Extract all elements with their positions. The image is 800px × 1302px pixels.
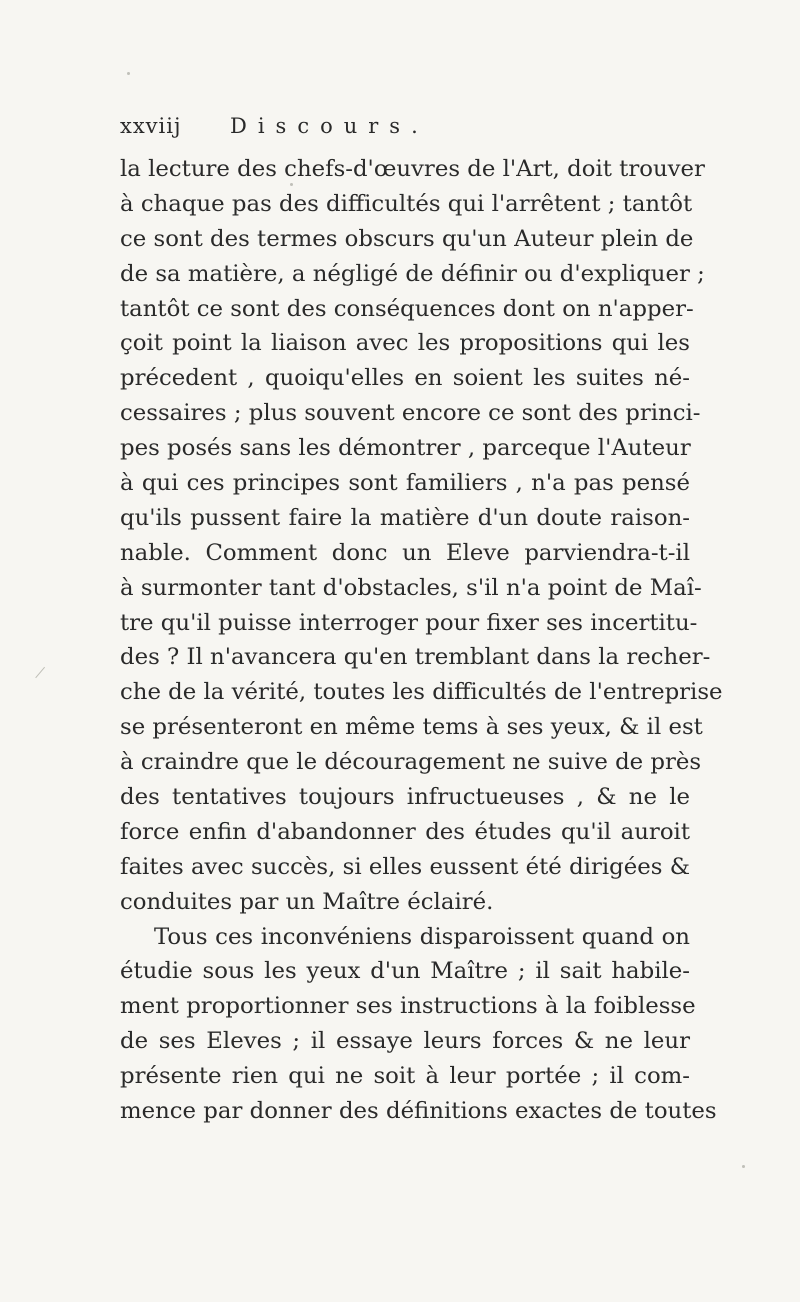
text-line: ment proportionner ses instructions à la foiblesse	[120, 993, 696, 1020]
text-line: présente rien qui ne soit à leur portée ; il com-	[120, 1063, 690, 1090]
text-line: nable. Comment donc un Eleve parviendra-t-il	[120, 539, 690, 566]
text-line: à surmonter tant d'obstacles, s'il n'a point de Maî-	[120, 574, 702, 601]
text-line: mence par donner des définitions exactes de toutes	[120, 1098, 717, 1125]
text-line: faites avec succès, si elles eussent été dirigées &	[120, 853, 690, 880]
paper-speck	[742, 1165, 745, 1168]
margin-pencil-mark	[35, 667, 55, 687]
text-line: la lecture des chefs-d'œuvres de l'Art, doit trouver	[120, 156, 705, 182]
text-line: qu'ils pussent faire la matière d'un doute raison-	[120, 504, 690, 531]
text-line: de sa matière, a négligé de définir ou d'expliquer ;	[120, 260, 705, 287]
running-title: Discours.	[230, 114, 429, 138]
text-line: des tentatives toujours infructueuses , & ne le	[120, 784, 690, 811]
text-line: à qui ces principes sont familiers , n'a pas pensé	[120, 470, 690, 497]
text-line: précedent , quoiqu'elles en soient les suites né-	[120, 365, 690, 392]
text-line: à chaque pas des difficultés qui l'arrêtent ; tantôt	[120, 190, 693, 217]
text-line: tantôt ce sont des conséquences dont on n'apper-	[120, 295, 694, 322]
text-line: à craindre que le découragement ne suive de près	[120, 749, 702, 776]
body-text	[120, 152, 723, 1129]
running-head	[120, 114, 680, 150]
text-line: pes posés sans les démontrer , parceque l'Auteur	[120, 435, 691, 462]
text-line: tre qu'il puisse interroger pour fixer ses incertitu-	[120, 609, 698, 636]
text-line: çoit point la liaison avec les propositions qui les	[120, 330, 690, 357]
paragraph-end-line: conduites par un Maître éclairé.	[120, 888, 494, 915]
text-line: des ? Il n'avancera qu'en tremblant dans la recher-	[120, 644, 711, 671]
text-line: se présenteront en même tems à ses yeux, & il est	[120, 714, 703, 741]
paper-speck	[290, 183, 293, 186]
page-folio: xxviij	[120, 114, 182, 138]
text-line: force enfin d'abandonner des études qu'il auroit	[120, 818, 690, 845]
text-line: ce sont des termes obscurs qu'un Auteur plein de	[120, 225, 694, 252]
text-line: cessaires ; plus souvent encore ce sont des princi-	[120, 400, 701, 427]
paper-speck	[127, 72, 130, 75]
text-line: de ses Eleves ; il essaye leurs forces & ne leur	[120, 1028, 690, 1055]
text-line: che de la vérité, toutes les difficultés de l'entreprise	[120, 679, 723, 706]
paragraph-start-line: Tous ces inconvéniens disparoissent quand on	[154, 923, 690, 950]
text-line: étudie sous les yeux d'un Maître ; il sait habile-	[120, 958, 690, 985]
